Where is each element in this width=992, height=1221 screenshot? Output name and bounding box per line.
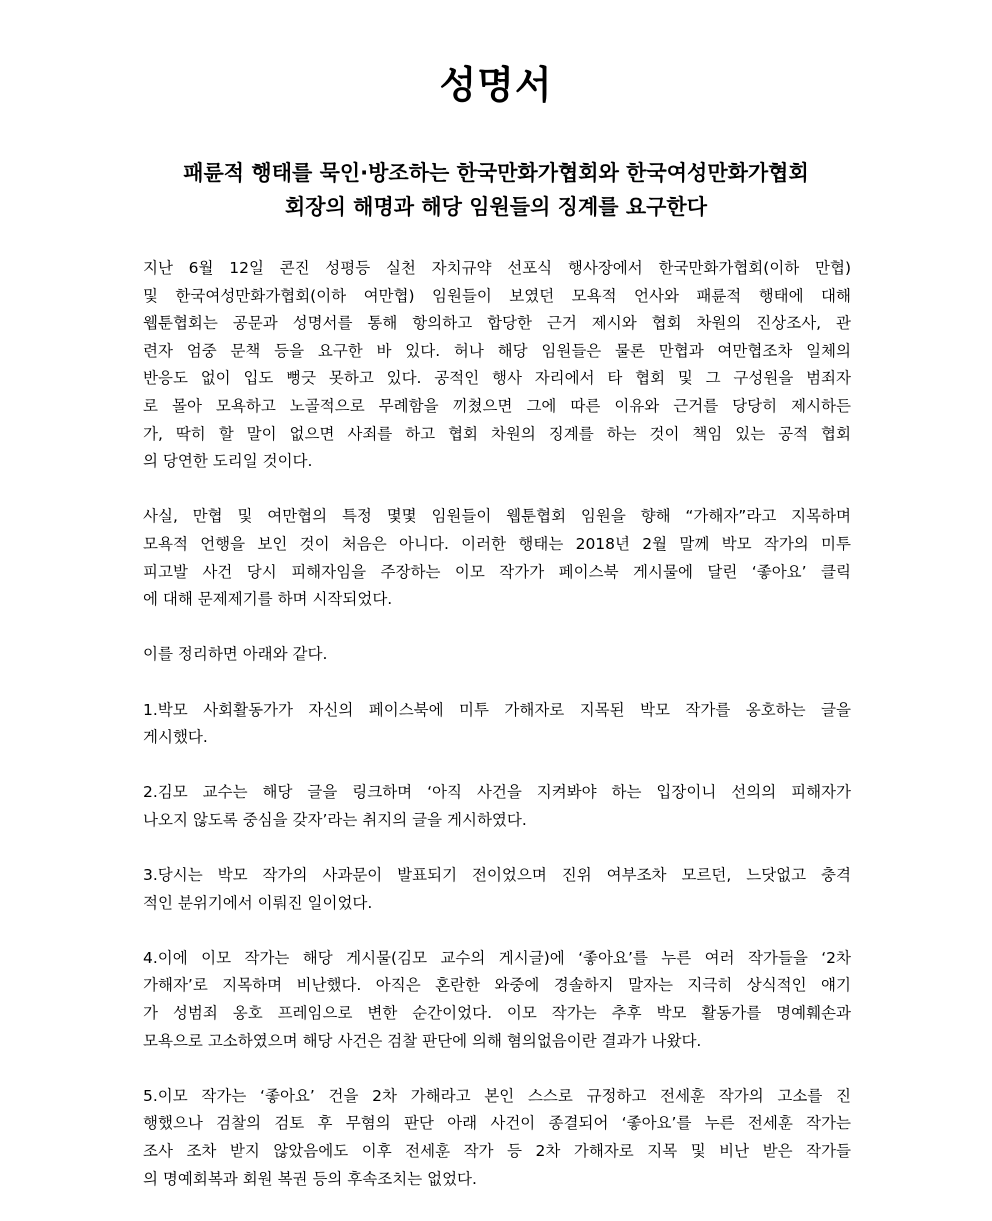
paragraph-line: 5.이모 작가는 ‘좋아요’ 건을 2차 가해라고 본인 스스로 규정하고 전세훈 작가의 고소를 진 xyxy=(143,1086,851,1105)
paragraph-line: 가해자’로 지목하며 비난했다. 아직은 혼란한 와중에 경솔하지 말자는 지극히 상식적인 얘기 xyxy=(143,976,851,995)
paragraph-line: 나오지 않도록 중심을 갖자’라는 취지의 글을 게시하였다. xyxy=(143,810,527,829)
document-subtitle xyxy=(100,156,892,224)
paragraph xyxy=(143,255,851,476)
paragraph xyxy=(143,697,851,752)
paragraph-line: 이를 정리하면 아래와 같다. xyxy=(143,645,328,664)
subtitle-line: 회장의 해명과 해당 임원들의 징계를 요구한다 xyxy=(285,195,707,219)
paragraph-line: 사실, 만협 및 여만협의 특정 몇몇 임원들이 웹툰협회 임원을 향해 “가해자”라고 지목하며 xyxy=(143,507,851,526)
paragraph xyxy=(143,862,851,917)
paragraph xyxy=(143,503,851,613)
paragraph-line: 의 당연한 도리일 것이다. xyxy=(143,452,313,471)
paragraph xyxy=(143,945,851,1055)
paragraph-line: 피고발 사건 당시 피해자임을 주장하는 이모 작가가 페이스북 게시물에 달린 ‘좋아요’ 클릭 xyxy=(143,562,851,581)
paragraph-line: 에 대해 문제제기를 하며 시작되었다. xyxy=(143,590,393,609)
paragraph-line: 모욕적 언행을 보인 것이 처음은 아니다. 이러한 행태는 2018년 2월 말께 박모 작가의 미투 xyxy=(143,534,851,553)
document-title: 성명서 xyxy=(439,63,553,107)
paragraph-line: 웹툰협회는 공문과 성명서를 통해 항의하고 합당한 근거 제시와 협회 차원의 진상조사, 관 xyxy=(143,314,851,333)
paragraph-line: 1.박모 사회활동가가 자신의 페이스북에 미투 가해자로 지목된 박모 작가를 옹호하는 글을 xyxy=(143,700,851,719)
paragraph-line: 의 명예회복과 회원 복권 등의 후속조치는 없었다. xyxy=(143,1169,477,1188)
paragraph-line: 모욕으로 고소하였으며 해당 사건은 검찰 판단에 의해 혐의없음이란 결과가 나왔다. xyxy=(143,1031,702,1050)
paragraph-line: 로 몰아 모욕하고 노골적으로 무례함을 끼쳤으면 그에 따른 이유와 근거를 당당히 제시하든 xyxy=(143,396,851,415)
paragraph-line: 3.당시는 박모 작가의 사과문이 발표되기 전이었으며 진위 여부조차 모르던, 느닷없고 충격 xyxy=(143,866,851,885)
paragraph-line: 게시했다. xyxy=(143,728,208,747)
document-body xyxy=(143,255,851,1221)
paragraph-line: 련자 엄중 문책 등을 요구한 바 있다. 허나 해당 임원들은 물론 만협과 여만협조차 일체의 xyxy=(143,341,851,360)
paragraph xyxy=(143,779,851,834)
paragraph xyxy=(143,1083,851,1193)
subtitle-line: 패륜적 행태를 묵인·방조하는 한국만화가협회와 한국여성만화가협회 xyxy=(183,161,809,185)
paragraph-line: 지난 6월 12일 콘진 성평등 실천 자치규약 선포식 행사장에서 한국만화가협회(이하 만협) xyxy=(143,259,851,277)
paragraph-line: 가 성범죄 옹호 프레임으로 변한 순간이었다. 이모 작가는 추후 박모 활동가를 명예훼손과 xyxy=(143,1004,851,1023)
paragraph-line: 2.김모 교수는 해당 글을 링크하며 ‘아직 사건을 지켜봐야 하는 입장이니 선의의 피해자가 xyxy=(143,783,851,802)
paragraph-line: 적인 분위기에서 이뤄진 일이었다. xyxy=(143,893,373,912)
paragraph-line: 반응도 없이 입도 뻥긋 못하고 있다. 공적인 행사 자리에서 타 협회 및 그 구성원을 범죄자 xyxy=(143,369,851,388)
paragraph-line: 가, 딱히 할 말이 없으면 사죄를 하고 협회 차원의 징계를 하는 것이 책임 있는 공적 협회 xyxy=(143,424,851,443)
paragraph-line: 조사 조차 받지 않았음에도 이후 전세훈 작가 등 2차 가해자로 지목 및 비난 받은 작가들 xyxy=(143,1142,851,1160)
paragraph xyxy=(143,641,851,669)
paragraph-line: 4.이에 이모 작가는 해당 게시물(김모 교수의 게시글)에 ‘좋아요’를 누른 여러 작가들을 ‘2차 xyxy=(143,948,851,967)
paragraph-line: 및 한국여성만화가협회(이하 여만협) 임원들이 보였던 모욕적 언사와 패륜적 행태에 대해 xyxy=(143,286,851,305)
paragraph-line: 행했으나 검찰의 검토 후 무혐의 판단 아래 사건이 종결되어 ‘좋아요’를 누른 전세훈 작가는 xyxy=(143,1114,851,1133)
